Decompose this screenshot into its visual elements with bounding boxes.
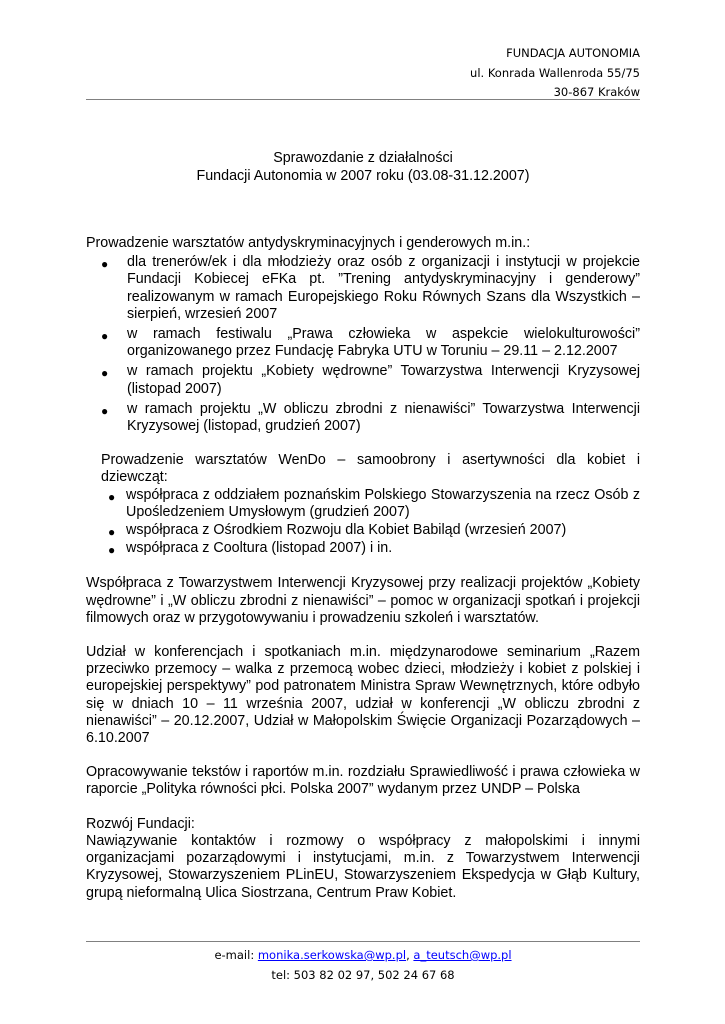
footer [86, 946, 640, 985]
footer-email-line [86, 946, 640, 966]
bullet-icon: ● [101, 329, 109, 344]
report-body [86, 235, 640, 902]
email-link-teutsch[interactable]: a_teutsch@wp.pl [413, 948, 512, 962]
paragraph-cooperation: Współpraca z Towarzystwem Interwencji Kryzysowej przy realizacji projektów „Kobiety wędrowne” i „W obliczu zbrodni z nienawiści” – pomoc w organizacji spotkań i projekcji filmowych oraz w przygotowywaniu i prowadzeniu szkoleń i warsztatów. [86, 575, 640, 626]
list-item [101, 487, 640, 521]
footer-divider [86, 941, 640, 942]
email-label: e-mail: [214, 948, 258, 962]
list-item [101, 540, 640, 557]
list-item [86, 401, 640, 435]
list-item [86, 363, 640, 397]
letterhead-city: 30-867 Kraków [553, 85, 640, 99]
document-title-line2: Fundacji Autonomia w 2007 roku (03.08-31.12.2007) [196, 168, 530, 184]
bullet-icon: ● [101, 257, 109, 272]
section2-intro: Prowadzenie warsztatów WenDo – samoobrony i asertywności dla kobiet i dziewcząt: [101, 452, 640, 486]
bullet-icon: ● [101, 366, 109, 381]
bullet-icon: ● [101, 403, 109, 418]
footer-phone: tel: 503 82 02 97, 502 24 67 68 [271, 967, 455, 982]
list-item-text: dla trenerów/ek i dla młodzieży oraz osób z organizacji i instytucji w projekcie Fundacji Kobiecej eFKa pt. ”Trening antydyskryminacyjny i genderowy” realizowanym w ramach Europejskiego Roku Równych Szans dla Wszystkich – sierpień, wrzesień 2007 [127, 254, 640, 322]
paragraph-development-body: Nawiązywanie kontaktów i rozmowy o współpracy z małopolskimi i innymi organizacjami pozarządowymi i instytucjami, m.in. z Towarzystwem Interwencji Kryzysowej, Stowarzyszeniem PLinEU, Stowarzyszeniem Ekspedycja w Głąb Kultury, grupą nieformalną Ulica Siostrzana, Centrum Praw Kobiet. [86, 832, 640, 901]
list-item-text: współpraca z Cooltura (listopad 2007) i in. [126, 540, 393, 557]
letterhead [240, 44, 640, 103]
header-divider [86, 99, 640, 100]
bullet-icon: ● [108, 489, 116, 504]
section2 [101, 452, 640, 557]
email-separator: , [406, 948, 414, 962]
list-item [101, 522, 640, 539]
section1-intro: Prowadzenie warsztatów antydyskryminacyjnych i genderowych m.in.: [86, 235, 531, 251]
list-item [86, 254, 640, 323]
section1-list [86, 254, 640, 435]
paragraph-development-heading: Rozwój Fundacji: [86, 815, 195, 832]
bullet-icon: ● [108, 525, 116, 540]
document-title-line1: Sprawozdanie z działalności [273, 150, 453, 166]
bullet-icon: ● [108, 543, 116, 558]
list-item [86, 326, 640, 360]
list-item-text: w ramach projektu „Kobiety wędrowne” Towarzystwa Interwencji Kryzysowej (listopad 2007) [127, 363, 640, 397]
paragraph-conferences: Udział w konferencjach i spotkaniach m.in. międzynarodowe seminarium „Razem przeciwko przemocy – walka z przemocą wobec dzieci, młodzieży i kobiet z polskiej i europejskiej perspektywy” pod patronatem Ministra Spraw Wewnętrznych, które odbyło się w dniach 10 – 11 września 2007, udział w konferencji „W obliczu zbrodni z nienawiści” – 20.12.2007, Udział w Małopolskim Święcie Organizacji Pozarządowych – 6.10.2007 [86, 644, 640, 747]
document-title [86, 149, 640, 185]
list-item-text: w ramach festiwalu „Prawa człowieka w aspekcie wielokulturowości” organizowanego przez Fundację Fabryka UTU w Toruniu – 29.11 – 2.12.2007 [127, 326, 640, 360]
email-link-monika[interactable]: monika.serkowska@wp.pl [257, 948, 407, 962]
list-item-text: w ramach projektu „W obliczu zbrodni z nienawiści” Towarzystwa Interwencji Kryzysowej (listopad, grudzień 2007) [127, 400, 640, 435]
list-item-text: współpraca z oddziałem poznańskim Polskiego Stowarzyszenia na rzecz Osób z Upośledzeniem Umysłowym (grudzień 2007) [126, 486, 640, 520]
letterhead-street: ul. Konrada Wallenroda 55/75 [470, 65, 640, 80]
list-item-text: współpraca z Ośrodkiem Rozwoju dla Kobiet Babiląd (wrzesień 2007) [126, 522, 567, 539]
paragraph-reports: Opracowywanie tekstów i raportów m.in. rozdziału Sprawiedliwość i prawa człowieka w raporcie „Polityka równości płci. Polska 2007” wydanym przez UNDP – Polska [86, 764, 640, 798]
letterhead-org-name: FUNDACJA AUTONOMIA [506, 46, 640, 60]
section2-list [101, 487, 640, 558]
